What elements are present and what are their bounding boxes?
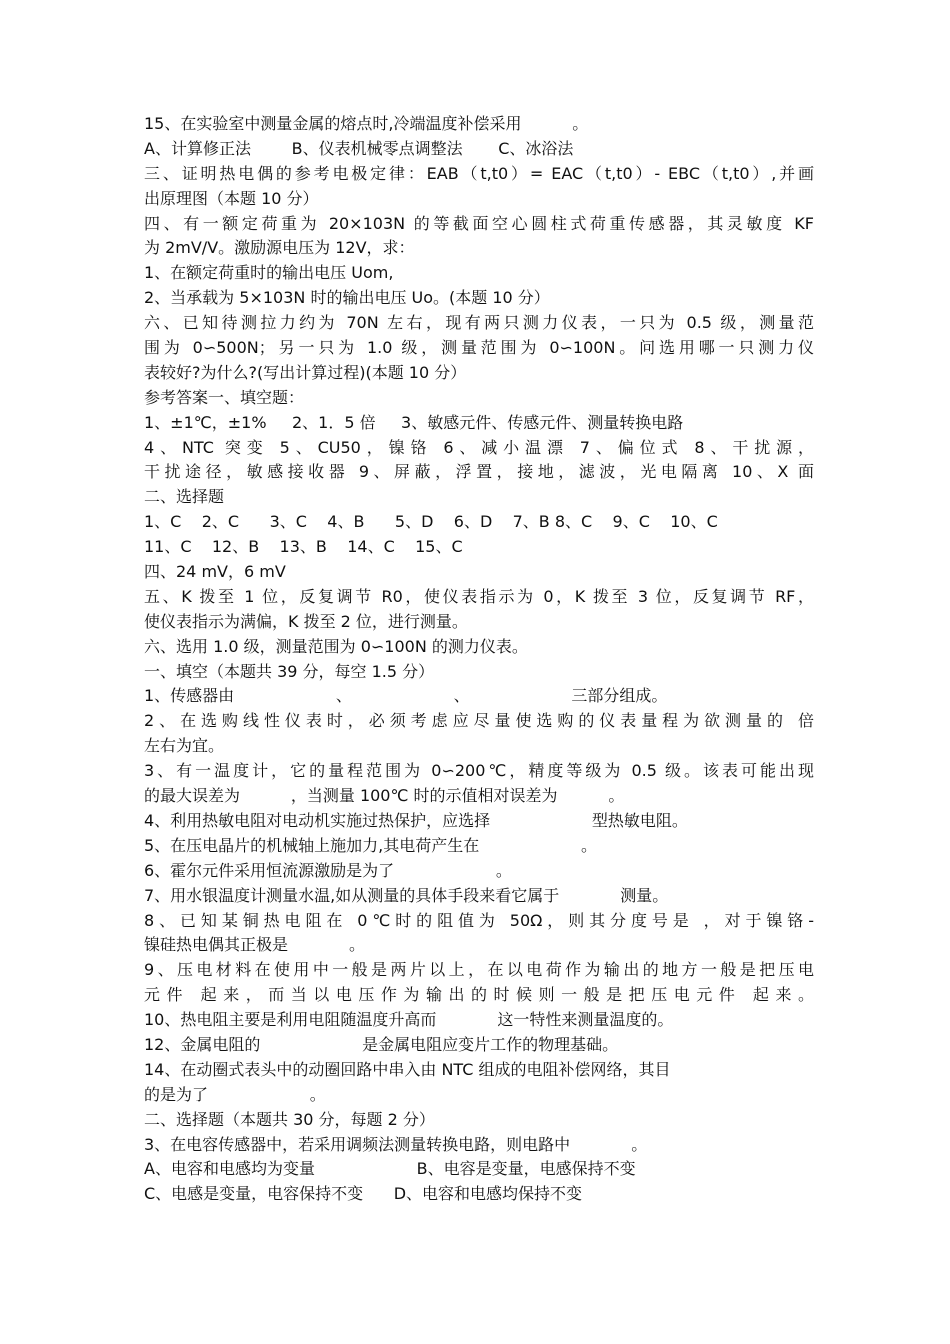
text-line: 围为 0∽500N；另一只为 1.0 级，测量范围为 0∽100N。问选用哪一只测力仪: [144, 338, 814, 358]
text-line: 左右为宜。: [144, 736, 225, 756]
text-line: 5、在压电晶片的机械轴上施加力,其电荷产生在 。: [144, 835, 597, 855]
text-line: 7、用水银温度计测量水温,如从测量的具体手段来看它属于 测量。: [144, 885, 669, 905]
text-line: 一、填空（本题共 39 分，每空 1.5 分）: [144, 661, 435, 681]
text-line: 镍硅热电偶其正极是 。: [144, 935, 366, 955]
text-line: 1、±1℃，±1% 2、1．5 倍 3、敏感元件、传感元件、测量转换电路: [144, 412, 684, 432]
text-line: 参考答案一、填空题：: [144, 387, 305, 407]
text-line: 四、有一额定荷重为 20×103N 的等截面空心圆柱式荷重传感器，其灵敏度 KF: [144, 213, 814, 233]
text-line: 2、当承载为 5×103N 时的输出电压 Uo。(本题 10 分）: [144, 288, 550, 308]
text-line: 11、C 12、B 13、B 14、C 15、C: [144, 537, 463, 557]
text-line: C、电感是变量，电容保持不变 D、电容和电感均保持不变: [144, 1184, 583, 1204]
text-line: 8、已知某铜热电阻在 0℃时的阻值为 50Ω，则其分度号是 ，对于镍铬-: [144, 910, 814, 930]
text-line: 4、利用热敏电阻对电动机实施过热保护，应选择 型热敏电阻。: [144, 810, 688, 830]
text-line: 五、K 拨至 1 位，反复调节 R0，使仪表指示为 0，K 拨至 3 位，反复调节 RF，: [144, 586, 814, 606]
text-line: 12、金属电阻的 是金属电阻应变片工作的物理基础。: [144, 1034, 619, 1054]
text-line: 1、在额定荷重时的输出电压 Uom,: [144, 263, 394, 283]
text-line: 的是为了 。: [144, 1084, 326, 1104]
text-line: 1、传感器由 、 、 三部分组成。: [144, 686, 668, 706]
text-line: 的最大误差为 ，当测量 100℃ 时的示值相对误差为 。: [144, 786, 625, 806]
text-line: A、计算修正法 B、仪表机械零点调整法 C、冰浴法: [144, 138, 574, 158]
text-line: 使仪表指示为满偏，K 拨至 2 位，进行测量。: [144, 611, 468, 631]
text-line: 10、热电阻主要是利用电阻随温度升高而 这一特性来测量温度的。: [144, 1010, 674, 1030]
text-line: 三、证明热电偶的参考电极定律：EAB（t,t0）= EAC（t,t0）- EBC（t,t0）,并画: [144, 163, 814, 183]
text-line: 1、C 2、C 3、C 4、B 5、D 6、D 7、B 8、C 9、C 10、C: [144, 512, 718, 532]
text-line: 14、在动圈式表头中的动圈回路中串入由 NTC 组成的电阻补偿网络，其目: [144, 1059, 671, 1079]
text-line: 六、选用 1.0 级，测量范围为 0∽100N 的测力仪表。: [144, 636, 528, 656]
text-line: 干扰途径，敏感接收器 9、屏蔽，浮置，接地，滤波，光电隔离 10、X 面: [144, 462, 814, 482]
text-line: 4、NTC 突变 5、CU50，镍铬 6、减小温漂 7、偏位式 8、干扰源，: [144, 437, 814, 457]
text-line: 6、霍尔元件采用恒流源激励是为了 。: [144, 860, 512, 880]
text-line: 元件 起来，而当以电压作为输出的时候则一般是把压电元件 起来。: [144, 985, 814, 1005]
text-line: A、电容和电感均为变量 B、电容是变量，电感保持不变: [144, 1159, 636, 1179]
text-line: 9、压电材料在使用中一般是两片以上，在以电荷作为输出的地方一般是把压电: [144, 960, 814, 980]
document-page: [144, 112, 814, 1207]
text-line: 2、在选购线性仪表时，必须考虑应尽量使选购的仪表量程为欲测量的 倍: [144, 711, 814, 731]
text-line: 六、已知待测拉力约为 70N 左右，现有两只测力仪表，一只为 0.5 级，测量范: [144, 313, 814, 333]
text-line: 15、在实验室中测量金属的熔点时,冷端温度补偿采用 。: [144, 114, 589, 133]
text-line: 3、有一温度计，它的量程范围为 0∽200℃，精度等级为 0.5 级。该表可能出现: [144, 761, 814, 781]
text-line: 四、24 mV，6 mV: [144, 562, 286, 582]
text-line: 二、选择题（本题共 30 分，每题 2 分）: [144, 1109, 435, 1129]
text-line: 3、在电容传感器中，若采用调频法测量转换电路，则电路中 。: [144, 1134, 648, 1154]
text-line: 出原理图（本题 10 分）: [144, 188, 319, 208]
text-line: 为 2mV/V。激励源电压为 12V，求：: [144, 238, 415, 258]
text-line: 二、选择题: [144, 487, 225, 507]
text-line: 表较好?为什么?(写出计算过程)(本题 10 分）: [144, 362, 467, 382]
